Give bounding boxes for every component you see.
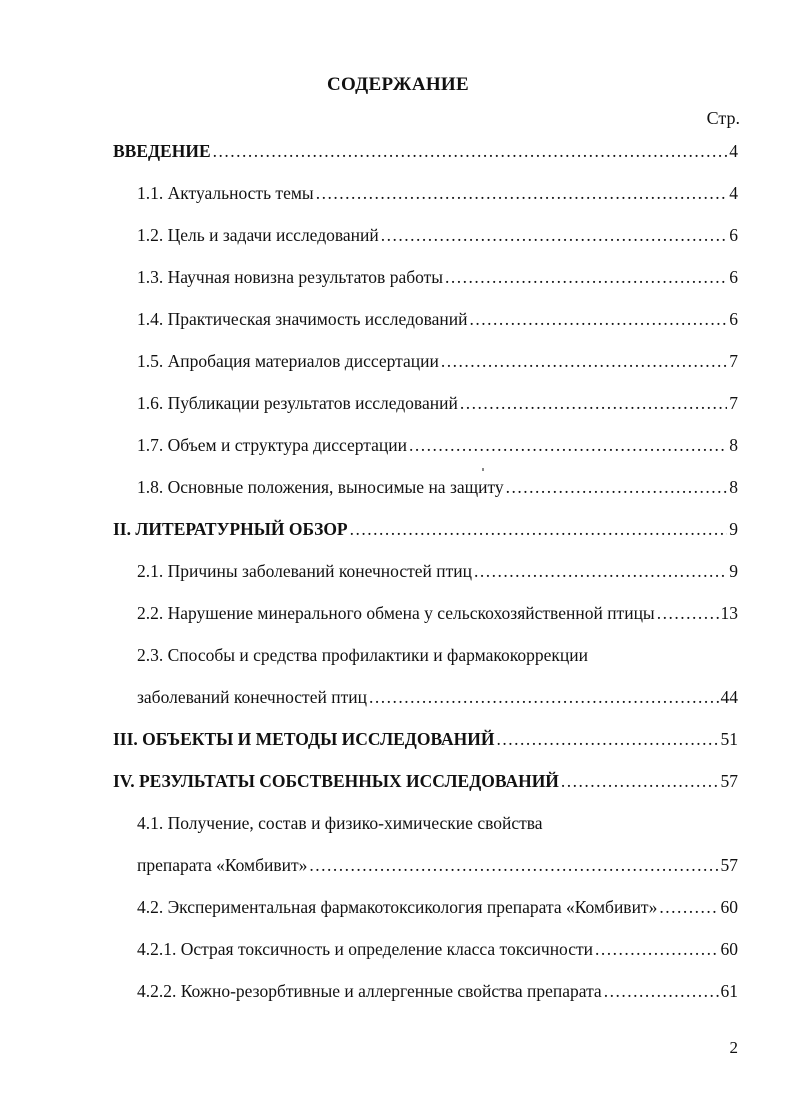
toc-entry-text: 1.2. Цель и задачи исследований	[137, 225, 379, 245]
toc-entry-text: 1.7. Объем и структура диссертации	[137, 435, 407, 455]
toc-entry-page: 51	[720, 729, 738, 749]
toc-entry-text-line[interactable]: 2.3. Способы и средства профилактики и фармакокоррекции	[137, 645, 588, 665]
toc-entry-page: 4	[729, 183, 738, 203]
toc-entry[interactable]	[137, 477, 738, 498]
toc-entry[interactable]	[137, 603, 738, 624]
toc-entry-text: IV. РЕЗУЛЬТАТЫ СОБСТВЕННЫХ ИССЛЕДОВАНИЙ	[113, 771, 559, 791]
leader-dots	[659, 897, 718, 918]
leader-dots	[595, 939, 718, 960]
toc-entry-text: препарата «Комбивит»	[137, 855, 308, 875]
toc-entry[interactable]	[137, 351, 738, 372]
leader-dots	[460, 393, 727, 414]
leader-dots	[445, 267, 727, 288]
toc-entry-page: 8	[729, 477, 738, 497]
leader-dots	[657, 603, 719, 624]
leader-dots	[213, 141, 728, 162]
toc-entry-text: 1.3. Научная новизна результатов работы	[137, 267, 444, 287]
toc-entry[interactable]	[137, 183, 738, 204]
toc-entry-page: 6	[729, 309, 738, 329]
toc-entry[interactable]	[137, 225, 738, 246]
toc-entry-page: 7	[729, 393, 738, 413]
toc-entry-page: 7	[729, 351, 738, 371]
toc-entry-page: 57	[720, 855, 738, 875]
leader-dots	[381, 225, 727, 246]
toc-entry-text: 4.2. Экспериментальная фармакотоксикология препарата «Комбивит»	[137, 897, 658, 917]
toc-entry-page: 60	[720, 897, 738, 917]
toc-entry-page: 9	[729, 561, 738, 581]
toc-entry[interactable]	[137, 393, 738, 414]
leader-dots	[309, 855, 718, 876]
toc-entry-page: 6	[729, 225, 738, 245]
toc-entry-text: 1.6. Публикации результатов исследований	[137, 393, 458, 413]
toc-entry[interactable]	[137, 435, 738, 456]
toc-entry[interactable]	[137, 267, 738, 288]
toc-entry-text-line[interactable]: 4.1. Получение, состав и физико-химические свойства	[137, 813, 543, 833]
toc-entry-page: 6	[729, 267, 738, 287]
toc-entry[interactable]	[137, 561, 738, 582]
leader-dots	[470, 309, 728, 330]
toc-entry[interactable]	[137, 897, 738, 918]
toc-entry-text: 2.1. Причины заболеваний конечностей птиц	[137, 561, 472, 581]
toc-entry-text: 4.2.2. Кожно-резорбтивные и аллергенные свойства препарата	[137, 981, 602, 1001]
toc-entry[interactable]	[137, 855, 738, 876]
leader-dots	[561, 771, 719, 792]
toc-entry[interactable]	[137, 939, 738, 960]
toc-entry-introduction[interactable]	[113, 141, 738, 162]
toc-entry-text: III. ОБЪЕКТЫ И МЕТОДЫ ИССЛЕДОВАНИЙ	[113, 729, 495, 749]
toc-entry-text: заболеваний конечностей птиц	[137, 687, 367, 707]
toc-entry[interactable]	[137, 687, 738, 708]
toc-entry-page: 4	[729, 141, 738, 161]
toc-entry-text: 1.8. Основные положения, выносимые на защиту	[137, 477, 504, 497]
toc-entry-text: 4.2.1. Острая токсичность и определение класса токсичности	[137, 939, 594, 959]
toc-entry-text: II. ЛИТЕРАТУРНЫЙ ОБЗОР	[113, 519, 348, 539]
toc-entry-chapter-3[interactable]	[113, 729, 738, 750]
leader-dots	[441, 351, 727, 372]
page-title: СОДЕРЖАНИЕ	[327, 74, 469, 95]
leader-dots	[604, 981, 719, 1002]
toc-entry[interactable]	[137, 309, 738, 330]
toc-entry-page: 61	[720, 981, 738, 1001]
page-number: 2	[729, 1038, 738, 1057]
toc-entry-text: ВВЕДЕНИЕ	[113, 141, 211, 161]
toc-entry-page: 44	[720, 687, 738, 707]
leader-dots	[350, 519, 728, 540]
toc-entry-chapter-4[interactable]	[113, 771, 738, 792]
toc-entry-page: 57	[720, 771, 738, 791]
leader-dots	[497, 729, 719, 750]
leader-dots	[506, 477, 728, 498]
toc-entry-page: 60	[720, 939, 738, 959]
toc-entry-text: 1.5. Апробация материалов диссертации	[137, 351, 439, 371]
scan-speck	[482, 468, 484, 471]
toc-entry-chapter-2[interactable]	[113, 519, 738, 540]
leader-dots	[409, 435, 727, 456]
leader-dots	[369, 687, 719, 708]
toc-entry-page: 8	[729, 435, 738, 455]
toc-entry-text: 1.4. Практическая значимость исследований	[137, 309, 468, 329]
page-column-label: Стр.	[706, 108, 740, 128]
leader-dots	[474, 561, 727, 582]
leader-dots	[316, 183, 728, 204]
toc-entry-text: 2.2. Нарушение минерального обмена у сельскохозяйственной птицы	[137, 603, 655, 623]
toc-entry-page: 13	[720, 603, 738, 623]
toc-entry[interactable]	[137, 981, 738, 1002]
toc-entry-text: 1.1. Актуальность темы	[137, 183, 314, 203]
toc-entry-page: 9	[729, 519, 738, 539]
